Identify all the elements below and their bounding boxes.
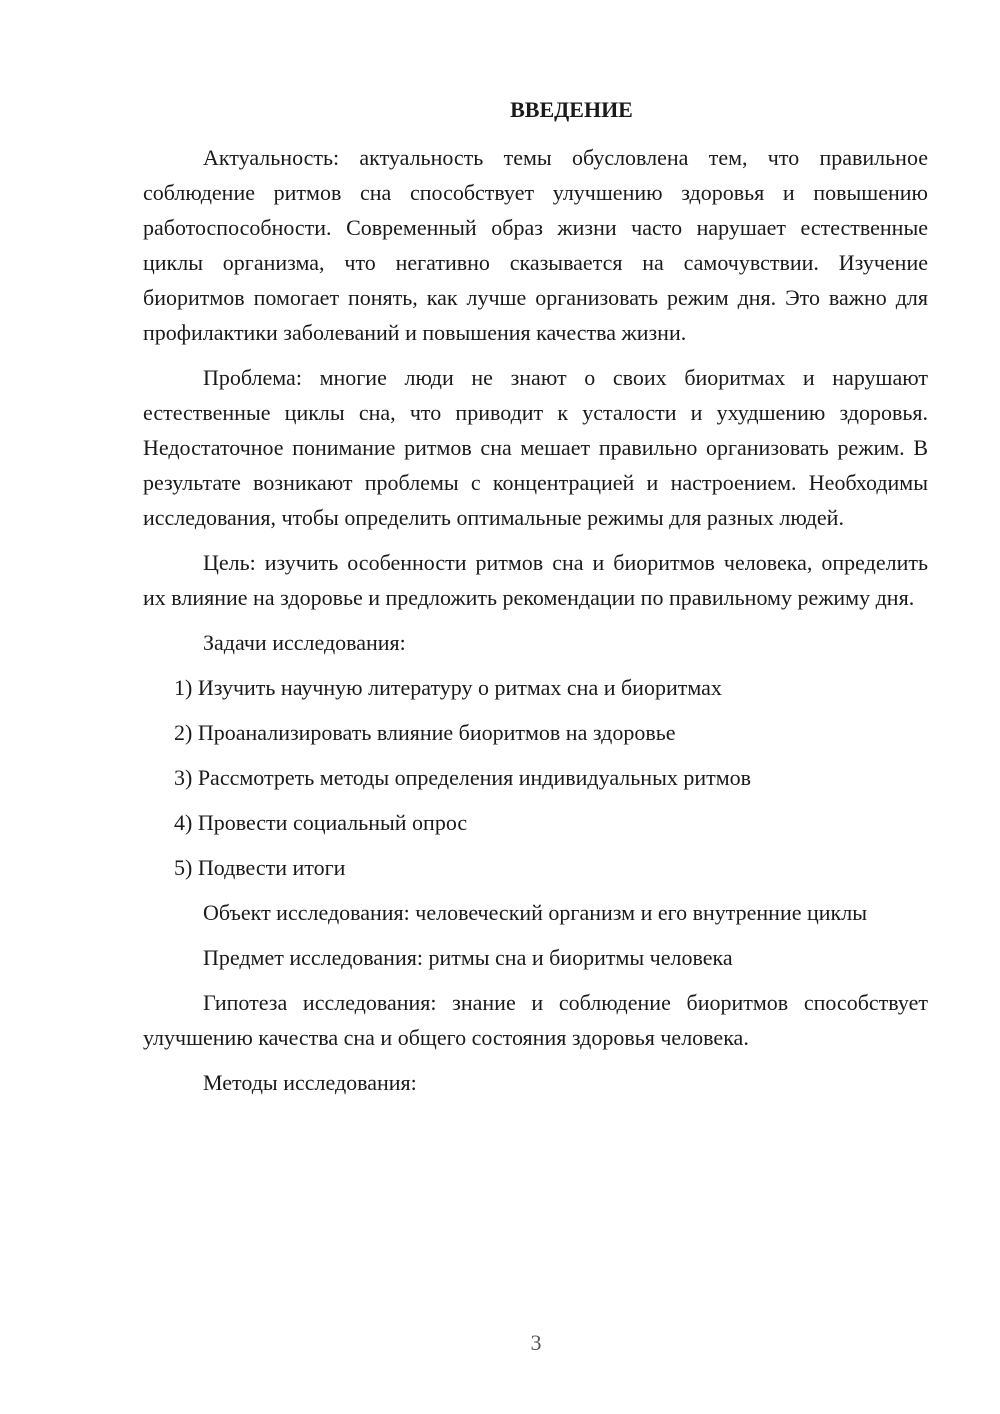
paragraph-goal: Цель: изучить особенности ритмов сна и биоритмов человека, определить их влияние на здоровье и предложить рекомендации по правильному режиму дня. (143, 550, 928, 610)
paragraph-problem: Проблема: многие люди не знают о своих биоритмах и нарушают естественные циклы сна, что приводит к усталости и ухудшению здоровья. Недостаточное понимание ритмов сна мешает правильно организовать режим. В результате возникают проблемы с концентрацией и настроением. Необходимы исследования, чтобы определить оптимальные режимы для разных людей. (143, 365, 928, 530)
paragraph-relevance: Актуальность: актуальность темы обусловлена тем, что правильное соблюдение ритмов сна способствует улучшению здоровья и повышению работоспособности. Современный образ жизни часто нарушает естественные циклы организма, что негативно сказывается на самочувствии. Изучение биоритмов помогает понять, как лучше организовать режим дня. Это важно для профилактики заболеваний и повышения качества жизни. (143, 145, 928, 345)
page-number: 3 (530, 1330, 542, 1355)
list-item: 4) Провести социальный опрос (174, 810, 468, 835)
tasks-heading: Задачи исследования: (203, 630, 406, 655)
list-item: 5) Подвести итоги (174, 855, 346, 880)
page-content (143, 92, 928, 1110)
page-title: ВВЕДЕНИЕ (510, 97, 633, 122)
list-item: 2) Проанализировать влияние биоритмов на здоровье (174, 720, 676, 745)
list-item: 1) Изучить научную литературу о ритмах сна и биоритмах (174, 675, 722, 700)
methods-heading: Методы исследования: (203, 1070, 417, 1095)
list-item: 3) Рассмотреть методы определения индивидуальных ритмов (174, 765, 752, 790)
tasks-list (143, 670, 928, 885)
paragraph-subject: Предмет исследования: ритмы сна и биоритмы человека (203, 945, 733, 970)
paragraph-hypothesis: Гипотеза исследования: знание и соблюдение биоритмов способствует улучшению качества сна и общего состояния здоровья человека. (143, 990, 928, 1050)
paragraph-object: Объект исследования: человеческий организм и его внутренние циклы (203, 900, 867, 925)
